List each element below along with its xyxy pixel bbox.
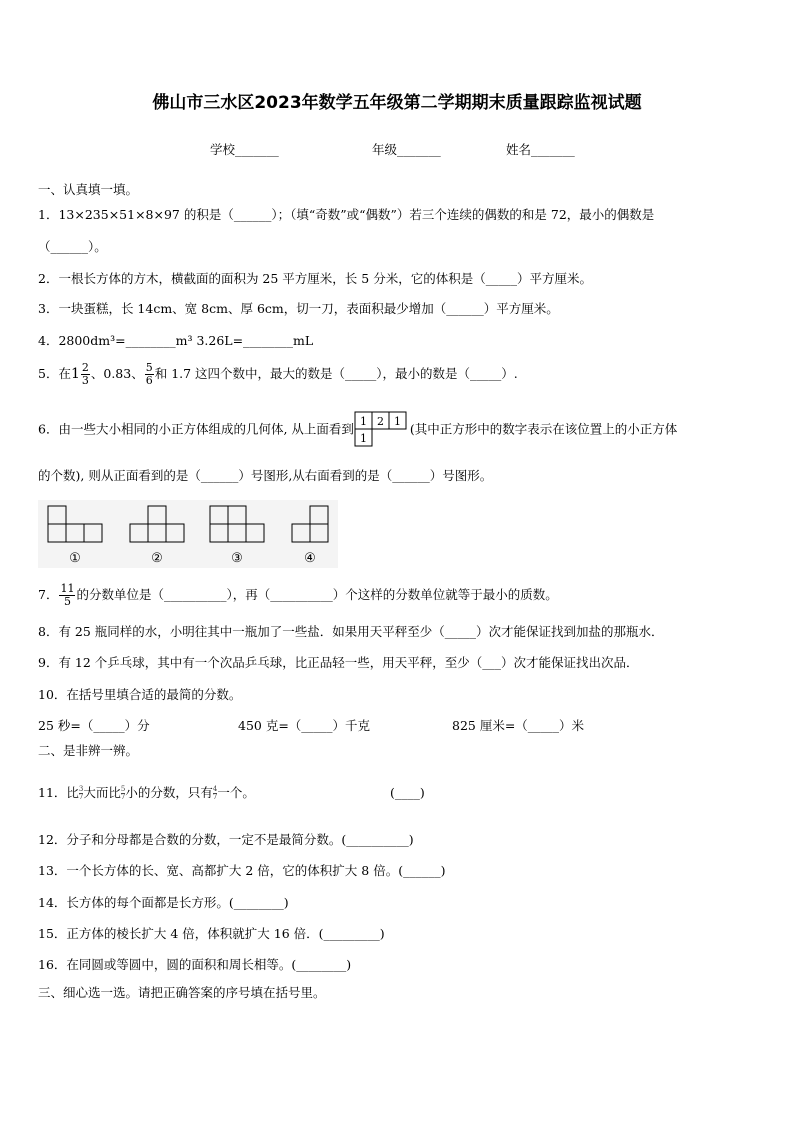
svg-text:1: 1 xyxy=(393,415,401,428)
question-14: 14．长方体的每个面都是长方形。(________) xyxy=(38,895,289,910)
question-5: 5．在1 $\frac{2}{3}$ 、0.83、 $\frac{5}{6}$ 和 1.7 这四个数中，最大的数是（_____），最小的数是（_____）. xyxy=(38,361,518,387)
question-4: 4．2800dm³=________m³ 3.26L=________mL xyxy=(38,333,314,348)
question-3: 3．一块蛋糕，长 14cm、宽 8cm、厚 6cm，切一刀，表面积最少增加（______）平方厘米。 xyxy=(38,301,559,316)
option-3-label: ③ xyxy=(231,551,243,566)
option-1-label: ① xyxy=(69,551,81,566)
name-field: 姓名_______ xyxy=(506,142,575,157)
question-7: 7． $\frac{11}{5}$ 的分数单位是（__________），再（__________）个这样的分数单位就等于最小的质数。 xyxy=(38,582,558,608)
option-4-label: ④ xyxy=(304,551,316,566)
section-3-heading: 三、细心选一选。请把正确答案的序号填在括号里。 xyxy=(38,985,326,1000)
school-field: 学校_______ xyxy=(210,142,279,157)
question-9: 9．有 12 个乒乓球，其中有一个次品乒乓球，比正品轻一些，用天平秤，至少（___）次才能保证找出次品． xyxy=(38,655,639,670)
question-11-answer: (____) xyxy=(390,785,425,800)
svg-text:1: 1 xyxy=(359,415,367,428)
question-13: 13．一个长方体的长、宽、高都扩大 2 倍，它的体积扩大 8 倍。(______) xyxy=(38,863,446,878)
question-2: 2．一根长方体的方木，横截面的面积为 25 平方厘米，长 5 分米，它的体积是（_____）平方厘米。 xyxy=(38,271,592,286)
question-12: 12．分子和分母都是合数的分数，一定不是最简分数。(__________) xyxy=(38,832,414,847)
question-1-cont: （______）。 xyxy=(38,239,107,254)
section-2-heading: 二、是非辨一辨。 xyxy=(38,743,139,758)
section-1-heading: 一、认真填一填。 xyxy=(38,182,139,197)
question-8: 8．有 25 瓶同样的水，小明往其中一瓶加了一些盐．如果用天平秤至少（_____）次才能保证找到加盐的那瓶水． xyxy=(38,624,664,639)
view-options-figure xyxy=(38,500,338,568)
question-10-b: 450 克=（_____）千克 xyxy=(238,718,371,733)
question-10: 10．在括号里填合适的最简的分数。 xyxy=(38,687,242,702)
grade-field: 年级_______ xyxy=(372,142,441,157)
option-2-label: ② xyxy=(151,551,163,566)
page-title: 佛山市三水区2023年数学五年级第二学期期末质量跟踪监视试题 xyxy=(152,93,642,113)
question-6-cont: 的个数), 则从正面看到的是（______）号图形,从右面看到的是（______）号图形。 xyxy=(38,468,493,483)
question-15: 15．正方体的棱长扩大 4 倍，体积就扩大 16 倍．(_________) xyxy=(38,926,385,941)
question-6: 6．由一些大小相同的小正方体组成的几何体, 从上面看到 1 2 1 1 (其中正方形中的数字表示在该位置上的小正方体 xyxy=(38,411,677,449)
svg-text:1: 1 xyxy=(359,432,367,445)
question-1: 1．13×235×51×8×97 的积是（______）；（填“奇数”或“偶数”）若三个连续的偶数的和是 72，最小的偶数是 xyxy=(38,207,655,222)
question-11: 11．比 $\frac{3}{7}$大而比 $\frac{5}{7}$小的分数，只有 $\frac{4}{7}$一个。 xyxy=(38,785,255,801)
question-10-a: 25 秒=（_____）分 xyxy=(38,718,150,733)
question-16: 16．在同圆或等圆中，圆的面积和周长相等。(________) xyxy=(38,957,352,972)
svg-text:2: 2 xyxy=(376,415,384,428)
top-view-grid xyxy=(354,411,410,449)
question-10-c: 825 厘米=（_____）米 xyxy=(452,718,585,733)
